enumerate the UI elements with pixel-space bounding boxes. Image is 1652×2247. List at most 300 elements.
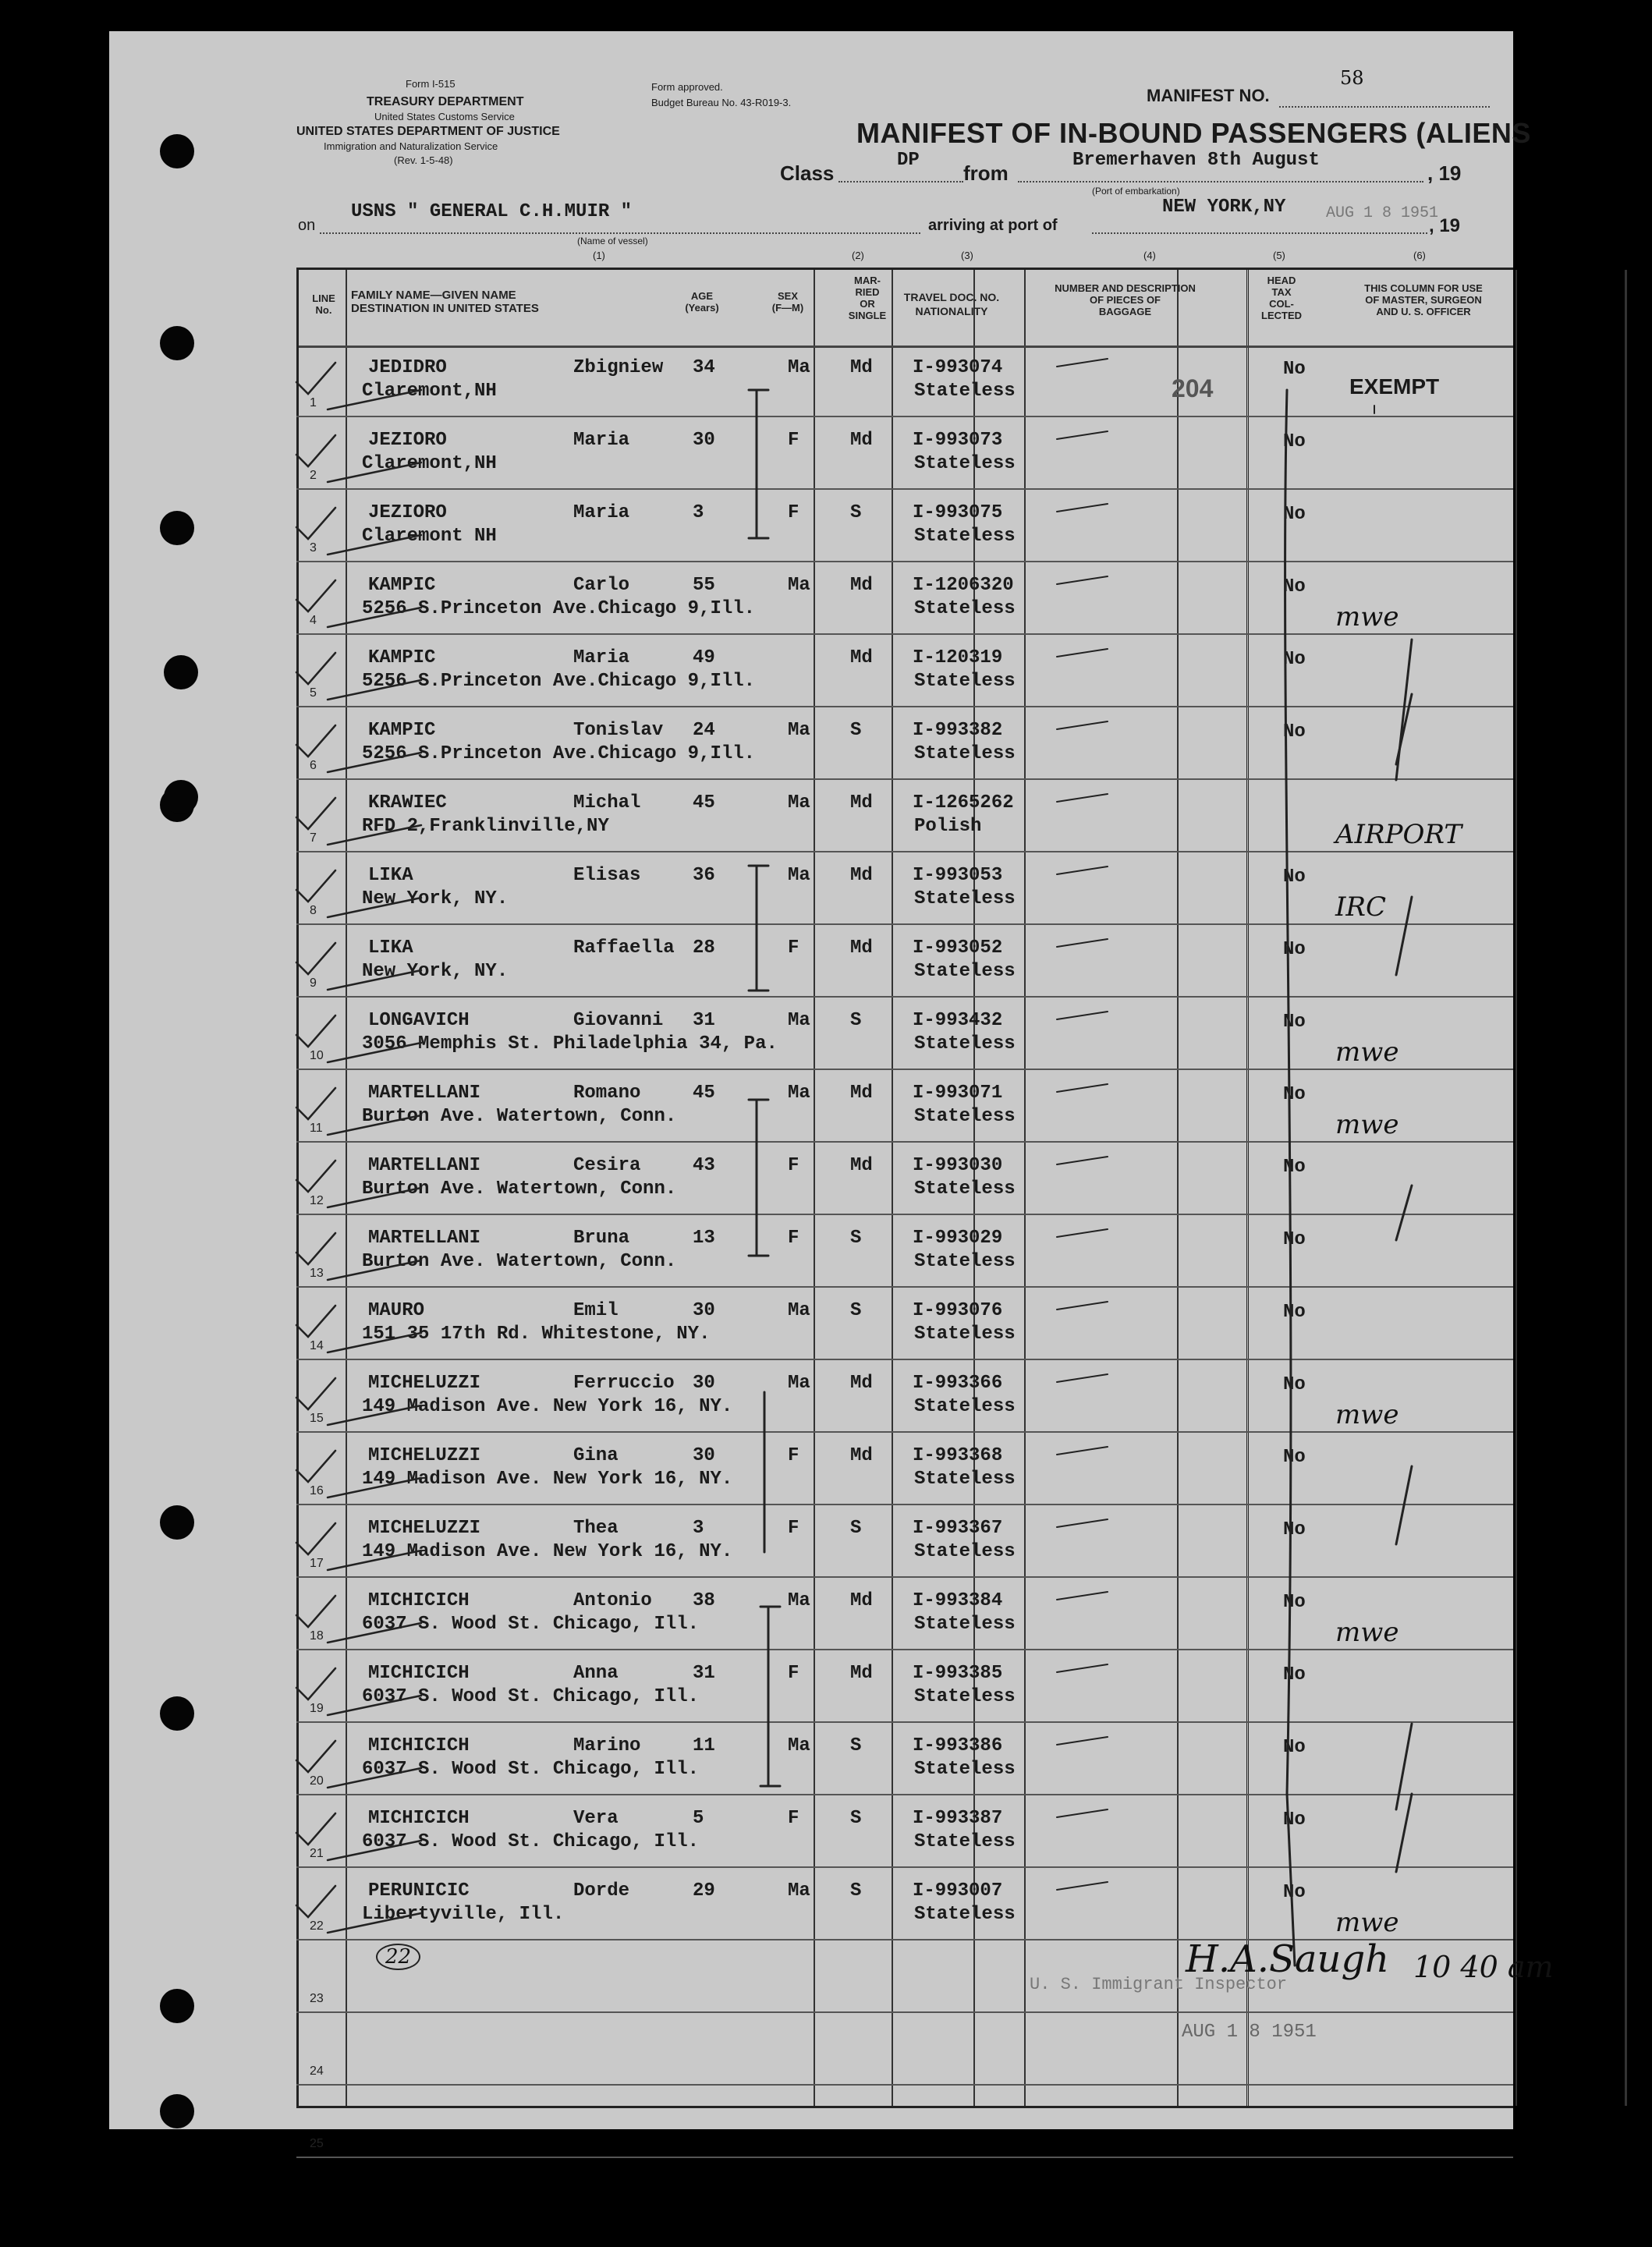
col-num-1: (1) bbox=[593, 250, 605, 261]
cell-given: Maria bbox=[573, 430, 630, 451]
header-officer-use: THIS COLUMN FOR USE OF MASTER, SURGEON AND U. S. OFFICER bbox=[1364, 282, 1483, 317]
cell-nat: Stateless bbox=[914, 1904, 1016, 1925]
cell-sex: Ma bbox=[788, 1373, 810, 1394]
cell-officer-note: AIRPORT bbox=[1335, 819, 1462, 850]
class-value: DP bbox=[897, 150, 920, 171]
cell-officer-note: IRC bbox=[1335, 891, 1387, 923]
row-tick-stroke bbox=[328, 1260, 421, 1280]
cell-tax: No bbox=[1283, 1809, 1306, 1831]
cell-sex: F bbox=[788, 1228, 799, 1249]
line-number: 24 bbox=[310, 2064, 324, 2078]
cell-tax: No bbox=[1283, 1084, 1306, 1105]
cell-age: 36 bbox=[693, 865, 715, 886]
line-number: 19 bbox=[310, 1702, 324, 1715]
baggage-dash bbox=[1057, 1084, 1108, 1092]
line-number: 20 bbox=[310, 1774, 324, 1788]
row-check-mark bbox=[296, 1015, 335, 1047]
row-check-mark bbox=[296, 580, 335, 611]
cell-sex: F bbox=[788, 430, 799, 451]
cell-doc: I-993387 bbox=[913, 1808, 1003, 1829]
from-value: Bremerhaven 8th August bbox=[1072, 150, 1320, 171]
cell-officer-note: mwe bbox=[1335, 1109, 1399, 1140]
cell-officer-note: mwe bbox=[1335, 1037, 1399, 1068]
cell-ms: S bbox=[850, 1300, 862, 1321]
cell-family: LONGAVICH bbox=[368, 1010, 470, 1031]
cell-family: MICHELUZZI bbox=[368, 1373, 481, 1394]
cell-nat: Stateless bbox=[914, 1324, 1016, 1345]
officer-slash bbox=[1396, 897, 1412, 975]
cell-tax: No bbox=[1283, 939, 1306, 960]
cell-given: Zbigniew bbox=[573, 357, 664, 378]
form-number: Form I-515 bbox=[406, 78, 456, 90]
cell-tax: No bbox=[1283, 1519, 1306, 1540]
line-number: 25 bbox=[310, 2137, 324, 2150]
date-stamp-top: AUG 1 8 1951 bbox=[1326, 204, 1439, 222]
cell-family: KRAWIEC bbox=[368, 792, 447, 813]
baggage-dash bbox=[1057, 794, 1108, 802]
line-number: 14 bbox=[310, 1339, 324, 1352]
col-num-4: (4) bbox=[1143, 250, 1156, 261]
cell-family: KAMPIC bbox=[368, 575, 436, 596]
cell-sex: F bbox=[788, 1445, 799, 1466]
line-number: 16 bbox=[310, 1484, 324, 1497]
cell-nat: Stateless bbox=[914, 1686, 1016, 1707]
cell-ms: S bbox=[850, 1518, 862, 1539]
family-bracket bbox=[749, 390, 768, 538]
cell-family: LIKA bbox=[368, 865, 413, 886]
cell-nat: Stateless bbox=[914, 1759, 1016, 1780]
cell-doc: I-993073 bbox=[913, 430, 1003, 451]
cell-sex: F bbox=[788, 1663, 799, 1684]
cell-given: Emil bbox=[573, 1300, 619, 1321]
cell-dest: 6037 S. Wood St. Chicago, Ill. bbox=[362, 1614, 700, 1635]
officer-slash bbox=[1396, 1724, 1412, 1809]
baggage-dash bbox=[1057, 1809, 1108, 1817]
cell-dest: Burton Ave. Watertown, Conn. bbox=[362, 1178, 677, 1200]
line-number: 1 bbox=[310, 396, 317, 409]
cell-given: Tonislav bbox=[573, 720, 664, 741]
line-number: 10 bbox=[310, 1049, 324, 1062]
row-tick-stroke bbox=[328, 1696, 421, 1715]
cell-family: KAMPIC bbox=[368, 647, 436, 668]
cell-ms: Md bbox=[850, 1445, 873, 1466]
cell-family: PERUNICIC bbox=[368, 1880, 470, 1901]
cell-tax: No bbox=[1283, 867, 1306, 888]
cell-dest: 5256 S.Princeton Ave.Chicago 9,Ill. bbox=[362, 743, 756, 764]
row-tick-stroke bbox=[328, 1188, 421, 1207]
baggage-dash bbox=[1057, 1519, 1108, 1527]
cell-dest: Burton Ave. Watertown, Conn. bbox=[362, 1106, 677, 1127]
inspector-stamp: U. S. Immigrant Inspector bbox=[1030, 1975, 1288, 1994]
cell-ms: Md bbox=[850, 647, 873, 668]
cell-tax: No bbox=[1283, 1664, 1306, 1685]
cell-given: Thea bbox=[573, 1518, 619, 1539]
cell-sex: Ma bbox=[788, 792, 810, 813]
cell-age: 3 bbox=[693, 1518, 704, 1539]
cell-age: 43 bbox=[693, 1155, 715, 1176]
row-check-mark bbox=[296, 1378, 335, 1409]
cell-age: 38 bbox=[693, 1590, 715, 1611]
cell-doc: I-993052 bbox=[913, 937, 1003, 959]
cell-given: Antonio bbox=[573, 1590, 652, 1611]
cell-sex: Ma bbox=[788, 1083, 810, 1104]
cell-sex: Ma bbox=[788, 1880, 810, 1901]
port-embark-label: (Port of embarkation) bbox=[1092, 186, 1180, 197]
cell-tax: No bbox=[1283, 504, 1306, 525]
cell-given: Elisas bbox=[573, 865, 641, 886]
manifest-title: MANIFEST OF IN-BOUND PASSENGERS (ALIENS bbox=[856, 117, 1531, 149]
baggage-dash bbox=[1057, 359, 1108, 367]
cell-officer-note: mwe bbox=[1335, 1907, 1399, 1938]
cell-given: Ferruccio bbox=[573, 1373, 675, 1394]
row-check-mark bbox=[296, 435, 335, 466]
header-travel-doc: TRAVEL DOC. NO. NATIONALITY bbox=[903, 291, 1000, 317]
row-check-mark bbox=[296, 943, 335, 974]
cell-tax: No bbox=[1283, 1012, 1306, 1033]
row-tick-stroke bbox=[328, 680, 421, 700]
line-number: 15 bbox=[310, 1412, 324, 1425]
cell-tax: No bbox=[1283, 721, 1306, 743]
cell-family: KAMPIC bbox=[368, 720, 436, 741]
cell-nat: Stateless bbox=[914, 1541, 1016, 1562]
cell-dest: Claremont,NH bbox=[362, 453, 497, 474]
cell-family: JEDIDRO bbox=[368, 357, 447, 378]
row-check-mark bbox=[296, 725, 335, 757]
cell-age: 31 bbox=[693, 1010, 715, 1031]
cell-given: Bruna bbox=[573, 1228, 630, 1249]
row-tick-stroke bbox=[328, 1913, 421, 1933]
baggage-dash bbox=[1057, 1157, 1108, 1164]
cell-doc: I-993007 bbox=[913, 1880, 1003, 1901]
row-tick-stroke bbox=[328, 825, 421, 845]
cell-dest: Claremont NH bbox=[362, 526, 497, 547]
baggage-dash bbox=[1057, 721, 1108, 729]
cell-doc: I-993029 bbox=[913, 1228, 1003, 1249]
line-number: 22 bbox=[310, 1919, 324, 1933]
cell-doc: I-993074 bbox=[913, 357, 1003, 378]
cell-ms: Md bbox=[850, 865, 873, 886]
cell-age: 49 bbox=[693, 647, 715, 668]
cell-sex: F bbox=[788, 502, 799, 523]
cell-sex: Ma bbox=[788, 865, 810, 886]
cell-sex: Ma bbox=[788, 720, 810, 741]
cell-age: 5 bbox=[693, 1808, 704, 1829]
cell-ms: S bbox=[850, 1735, 862, 1756]
cell-dest: 5256 S.Princeton Ave.Chicago 9,Ill. bbox=[362, 671, 756, 692]
baggage-dash bbox=[1057, 504, 1108, 512]
cell-doc: I-993382 bbox=[913, 720, 1003, 741]
cell-dest: Claremont,NH bbox=[362, 381, 497, 402]
row-check-mark bbox=[296, 1886, 335, 1917]
manifest-no-value: 58 bbox=[1340, 67, 1364, 89]
cell-family: MARTELLANI bbox=[368, 1083, 481, 1104]
year-label-2: , 19 bbox=[1429, 215, 1461, 236]
line-number: 2 bbox=[310, 469, 317, 482]
row-tick-stroke bbox=[328, 970, 421, 990]
cell-doc: I-993386 bbox=[913, 1735, 1003, 1756]
vessel-label: (Name of vessel) bbox=[577, 236, 648, 246]
cell-dest: New York, NY. bbox=[362, 888, 509, 909]
row-tick-stroke bbox=[328, 1333, 421, 1352]
cell-ms: S bbox=[850, 502, 862, 523]
cell-age: 30 bbox=[693, 1373, 715, 1394]
cell-tax: No bbox=[1283, 576, 1306, 597]
cell-nat: Stateless bbox=[914, 1251, 1016, 1272]
cell-doc: I-993030 bbox=[913, 1155, 1003, 1176]
cell-nat: Stateless bbox=[914, 888, 1016, 909]
cell-given: Raffaella bbox=[573, 937, 675, 959]
cell-age: 28 bbox=[693, 937, 715, 959]
cell-ms: Md bbox=[850, 430, 873, 451]
cell-given: Vera bbox=[573, 1808, 619, 1829]
cell-given: Gina bbox=[573, 1445, 619, 1466]
baggage-dash bbox=[1057, 1664, 1108, 1672]
row-check-mark bbox=[296, 870, 335, 902]
cell-doc: I-993053 bbox=[913, 865, 1003, 886]
cell-given: Cesira bbox=[573, 1155, 641, 1176]
cell-dest: RFD 2,Franklinville,NY bbox=[362, 816, 609, 837]
cell-nat: Stateless bbox=[914, 1614, 1016, 1635]
cell-family: MARTELLANI bbox=[368, 1228, 481, 1249]
family-bracket bbox=[760, 1607, 780, 1786]
cell-officer-note: EXEMPT bbox=[1349, 374, 1440, 399]
vessel-name: USNS " GENERAL C.H.MUIR " bbox=[351, 201, 633, 222]
cell-age: 34 bbox=[693, 357, 715, 378]
cell-given: Maria bbox=[573, 502, 630, 523]
cell-given: Carlo bbox=[573, 575, 630, 596]
cell-nat: Stateless bbox=[914, 598, 1016, 619]
cell-tax: No bbox=[1283, 1447, 1306, 1468]
cell-doc: I-993076 bbox=[913, 1300, 1003, 1321]
cell-officer-note: mwe bbox=[1335, 1399, 1399, 1430]
line-number: 21 bbox=[310, 1847, 324, 1860]
cell-age: 30 bbox=[693, 430, 715, 451]
line-number: 9 bbox=[310, 976, 317, 990]
baggage-dash bbox=[1057, 431, 1108, 439]
cell-tax: No bbox=[1283, 1882, 1306, 1903]
cell-dest: 149 Madison Ave. New York 16, NY. bbox=[362, 1396, 733, 1417]
cell-given: Giovanni bbox=[573, 1010, 664, 1031]
cell-doc: I-1265262 bbox=[913, 792, 1014, 813]
cell-given: Marino bbox=[573, 1735, 641, 1756]
date-stamp-bottom: AUG 1 8 1951 bbox=[1182, 2022, 1317, 2043]
inspector-signature: H.A.Saugh bbox=[1186, 1937, 1390, 1981]
cell-nat: Stateless bbox=[914, 1396, 1016, 1417]
row-check-mark bbox=[296, 1451, 335, 1482]
cell-age: 29 bbox=[693, 1880, 715, 1901]
naturalization-service: Immigration and Naturalization Service bbox=[324, 140, 498, 152]
cell-ms: Md bbox=[850, 575, 873, 596]
officer-slash bbox=[1396, 1186, 1412, 1240]
col-num-6: (6) bbox=[1413, 250, 1426, 261]
family-bracket bbox=[749, 866, 768, 991]
col-num-5: (5) bbox=[1273, 250, 1285, 261]
justice-dept: UNITED STATES DEPARTMENT OF JUSTICE bbox=[296, 125, 560, 138]
cell-nat: Stateless bbox=[914, 381, 1016, 402]
cell-sex: Ma bbox=[788, 1010, 810, 1031]
cell-given: Dorde bbox=[573, 1880, 630, 1901]
row-tick-stroke bbox=[328, 1405, 421, 1425]
on-label: on bbox=[298, 217, 316, 234]
cell-doc: I-993367 bbox=[913, 1518, 1003, 1539]
baggage-dash bbox=[1057, 1447, 1108, 1455]
cell-family: MARTELLANI bbox=[368, 1155, 481, 1176]
cell-doc: I-120319 bbox=[913, 647, 1003, 668]
header-married: MAR- RIED OR SINGLE bbox=[848, 275, 887, 321]
cell-family: JEZIORO bbox=[368, 430, 447, 451]
line-number: 11 bbox=[310, 1122, 323, 1135]
row-check-mark bbox=[296, 1088, 335, 1119]
cell-sex: Ma bbox=[788, 1590, 810, 1611]
inspection-time: 10 40 am bbox=[1413, 1950, 1554, 1984]
family-bracket bbox=[749, 1100, 768, 1256]
cell-dest: 149 Madison Ave. New York 16, NY. bbox=[362, 1541, 733, 1562]
cell-age: 55 bbox=[693, 575, 715, 596]
header-line-no: LINE No. bbox=[312, 292, 335, 316]
cell-nat: Stateless bbox=[914, 1469, 1016, 1490]
cell-tax: No bbox=[1283, 1592, 1306, 1613]
cell-age: 31 bbox=[693, 1663, 715, 1684]
cell-doc: I-993071 bbox=[913, 1083, 1003, 1104]
cell-ms: S bbox=[850, 1010, 862, 1031]
cell-dest: 151 35 17th Rd. Whitestone, NY. bbox=[362, 1324, 711, 1345]
cell-family: JEZIORO bbox=[368, 502, 447, 523]
cell-given: Romano bbox=[573, 1083, 641, 1104]
cell-ms: Md bbox=[850, 937, 873, 959]
cell-ms: Md bbox=[850, 792, 873, 813]
cell-tax: No bbox=[1283, 649, 1306, 670]
cell-sex: Ma bbox=[788, 1735, 810, 1756]
form-approved: Form approved. bbox=[651, 81, 723, 93]
cell-nat: Polish bbox=[914, 816, 982, 837]
cell-doc: I-1206320 bbox=[913, 575, 1014, 596]
baggage-dash bbox=[1057, 1592, 1108, 1600]
arriving-label: arriving at port of bbox=[928, 217, 1058, 234]
cell-officer-note: mwe bbox=[1335, 1617, 1399, 1648]
class-label: Class bbox=[780, 161, 835, 185]
baggage-dash bbox=[1057, 649, 1108, 657]
cell-doc: I-993368 bbox=[913, 1445, 1003, 1466]
cell-dest: Libertyville, Ill. bbox=[362, 1904, 565, 1925]
cell-baggage: 204 bbox=[1172, 374, 1214, 402]
cell-nat: Stateless bbox=[914, 1831, 1016, 1852]
cell-family: MICHICICH bbox=[368, 1808, 470, 1829]
revision: (Rev. 1-5-48) bbox=[394, 154, 453, 166]
cell-ms: Md bbox=[850, 1590, 873, 1611]
cell-nat: Stateless bbox=[914, 1106, 1016, 1127]
row-tick-stroke bbox=[328, 535, 421, 555]
cell-dest: 6037 S. Wood St. Chicago, Ill. bbox=[362, 1831, 700, 1852]
line-number: 3 bbox=[310, 541, 317, 555]
cell-nat: Stateless bbox=[914, 671, 1016, 692]
line-number: 12 bbox=[310, 1194, 324, 1207]
row-check-mark bbox=[296, 1596, 335, 1627]
cell-age: 13 bbox=[693, 1228, 715, 1249]
row-tick-stroke bbox=[328, 1478, 421, 1497]
row-check-mark bbox=[296, 798, 335, 829]
cell-given: Anna bbox=[573, 1663, 619, 1684]
cell-dest: 6037 S. Wood St. Chicago, Ill. bbox=[362, 1759, 700, 1780]
cell-doc: I-993384 bbox=[913, 1590, 1003, 1611]
cell-dest: 3056 Memphis St. Philadelphia 34, Pa. bbox=[362, 1033, 778, 1054]
row-tick-stroke bbox=[328, 463, 421, 482]
baggage-dash bbox=[1057, 1012, 1108, 1019]
cell-dest: 6037 S. Wood St. Chicago, Ill. bbox=[362, 1686, 700, 1707]
cell-sex: F bbox=[788, 937, 799, 959]
baggage-dash bbox=[1057, 867, 1108, 874]
cell-given: Maria bbox=[573, 647, 630, 668]
cell-tax: No bbox=[1283, 1374, 1306, 1395]
cell-dest: New York, NY. bbox=[362, 961, 509, 982]
cell-nat: Stateless bbox=[914, 1033, 1016, 1054]
row-check-mark bbox=[296, 508, 335, 539]
cell-dest: 149 Madison Ave. New York 16, NY. bbox=[362, 1469, 733, 1490]
line-number: 17 bbox=[310, 1557, 324, 1570]
line-number: 23 bbox=[310, 1992, 324, 2005]
row-tick-stroke bbox=[328, 1623, 421, 1643]
row-tick-stroke bbox=[328, 1768, 421, 1788]
cell-nat: Stateless bbox=[914, 961, 1016, 982]
cell-age: 11 bbox=[693, 1735, 715, 1756]
year-label-1: , 19 bbox=[1427, 161, 1462, 185]
cell-sex: Ma bbox=[788, 357, 810, 378]
cell-family: MICHELUZZI bbox=[368, 1445, 481, 1466]
customs-service: United States Customs Service bbox=[374, 111, 515, 122]
cell-ms: Md bbox=[850, 1083, 873, 1104]
line-number: 13 bbox=[310, 1267, 324, 1280]
cell-age: 45 bbox=[693, 1083, 715, 1104]
cell-sex: Ma bbox=[788, 1300, 810, 1321]
treasury-dept: TREASURY DEPARTMENT bbox=[367, 95, 524, 108]
cell-sex: Ma bbox=[788, 575, 810, 596]
row-check-mark bbox=[296, 1306, 335, 1337]
cell-doc: I-993432 bbox=[913, 1010, 1003, 1031]
cell-given: Michal bbox=[573, 792, 641, 813]
cell-ms: Md bbox=[850, 357, 873, 378]
col-num-2: (2) bbox=[852, 250, 864, 261]
cell-family: MAURO bbox=[368, 1300, 425, 1321]
cell-ms: S bbox=[850, 1880, 862, 1901]
from-label: from bbox=[963, 161, 1009, 185]
cell-tax: No bbox=[1283, 1302, 1306, 1323]
head-tax-line bbox=[1285, 390, 1295, 1965]
cell-age: 3 bbox=[693, 502, 704, 523]
col-num-3: (3) bbox=[961, 250, 973, 261]
line-number: 8 bbox=[310, 904, 317, 917]
officer-slash bbox=[1396, 1794, 1412, 1872]
line-number: 6 bbox=[310, 759, 317, 772]
cell-sex: F bbox=[788, 1518, 799, 1539]
row-check-mark bbox=[296, 653, 335, 684]
cell-age: 30 bbox=[693, 1300, 715, 1321]
cell-family: MICHELUZZI bbox=[368, 1518, 481, 1539]
baggage-dash bbox=[1057, 1882, 1108, 1890]
cell-dest: Burton Ave. Watertown, Conn. bbox=[362, 1251, 677, 1272]
row-tick-stroke bbox=[328, 1115, 421, 1135]
cell-ms: S bbox=[850, 720, 862, 741]
row-tick-stroke bbox=[328, 390, 421, 409]
cell-dest: 5256 S.Princeton Ave.Chicago 9,Ill. bbox=[362, 598, 756, 619]
row-tick-stroke bbox=[328, 753, 421, 772]
row-tick-stroke bbox=[328, 1043, 421, 1062]
row-tick-stroke bbox=[328, 1841, 421, 1860]
officer-slash bbox=[1396, 1466, 1412, 1544]
cell-sex: F bbox=[788, 1808, 799, 1829]
cell-nat: Stateless bbox=[914, 1178, 1016, 1200]
cell-officer-note: mwe bbox=[1335, 601, 1399, 633]
cell-family: LIKA bbox=[368, 937, 413, 959]
row-check-mark bbox=[296, 1741, 335, 1772]
